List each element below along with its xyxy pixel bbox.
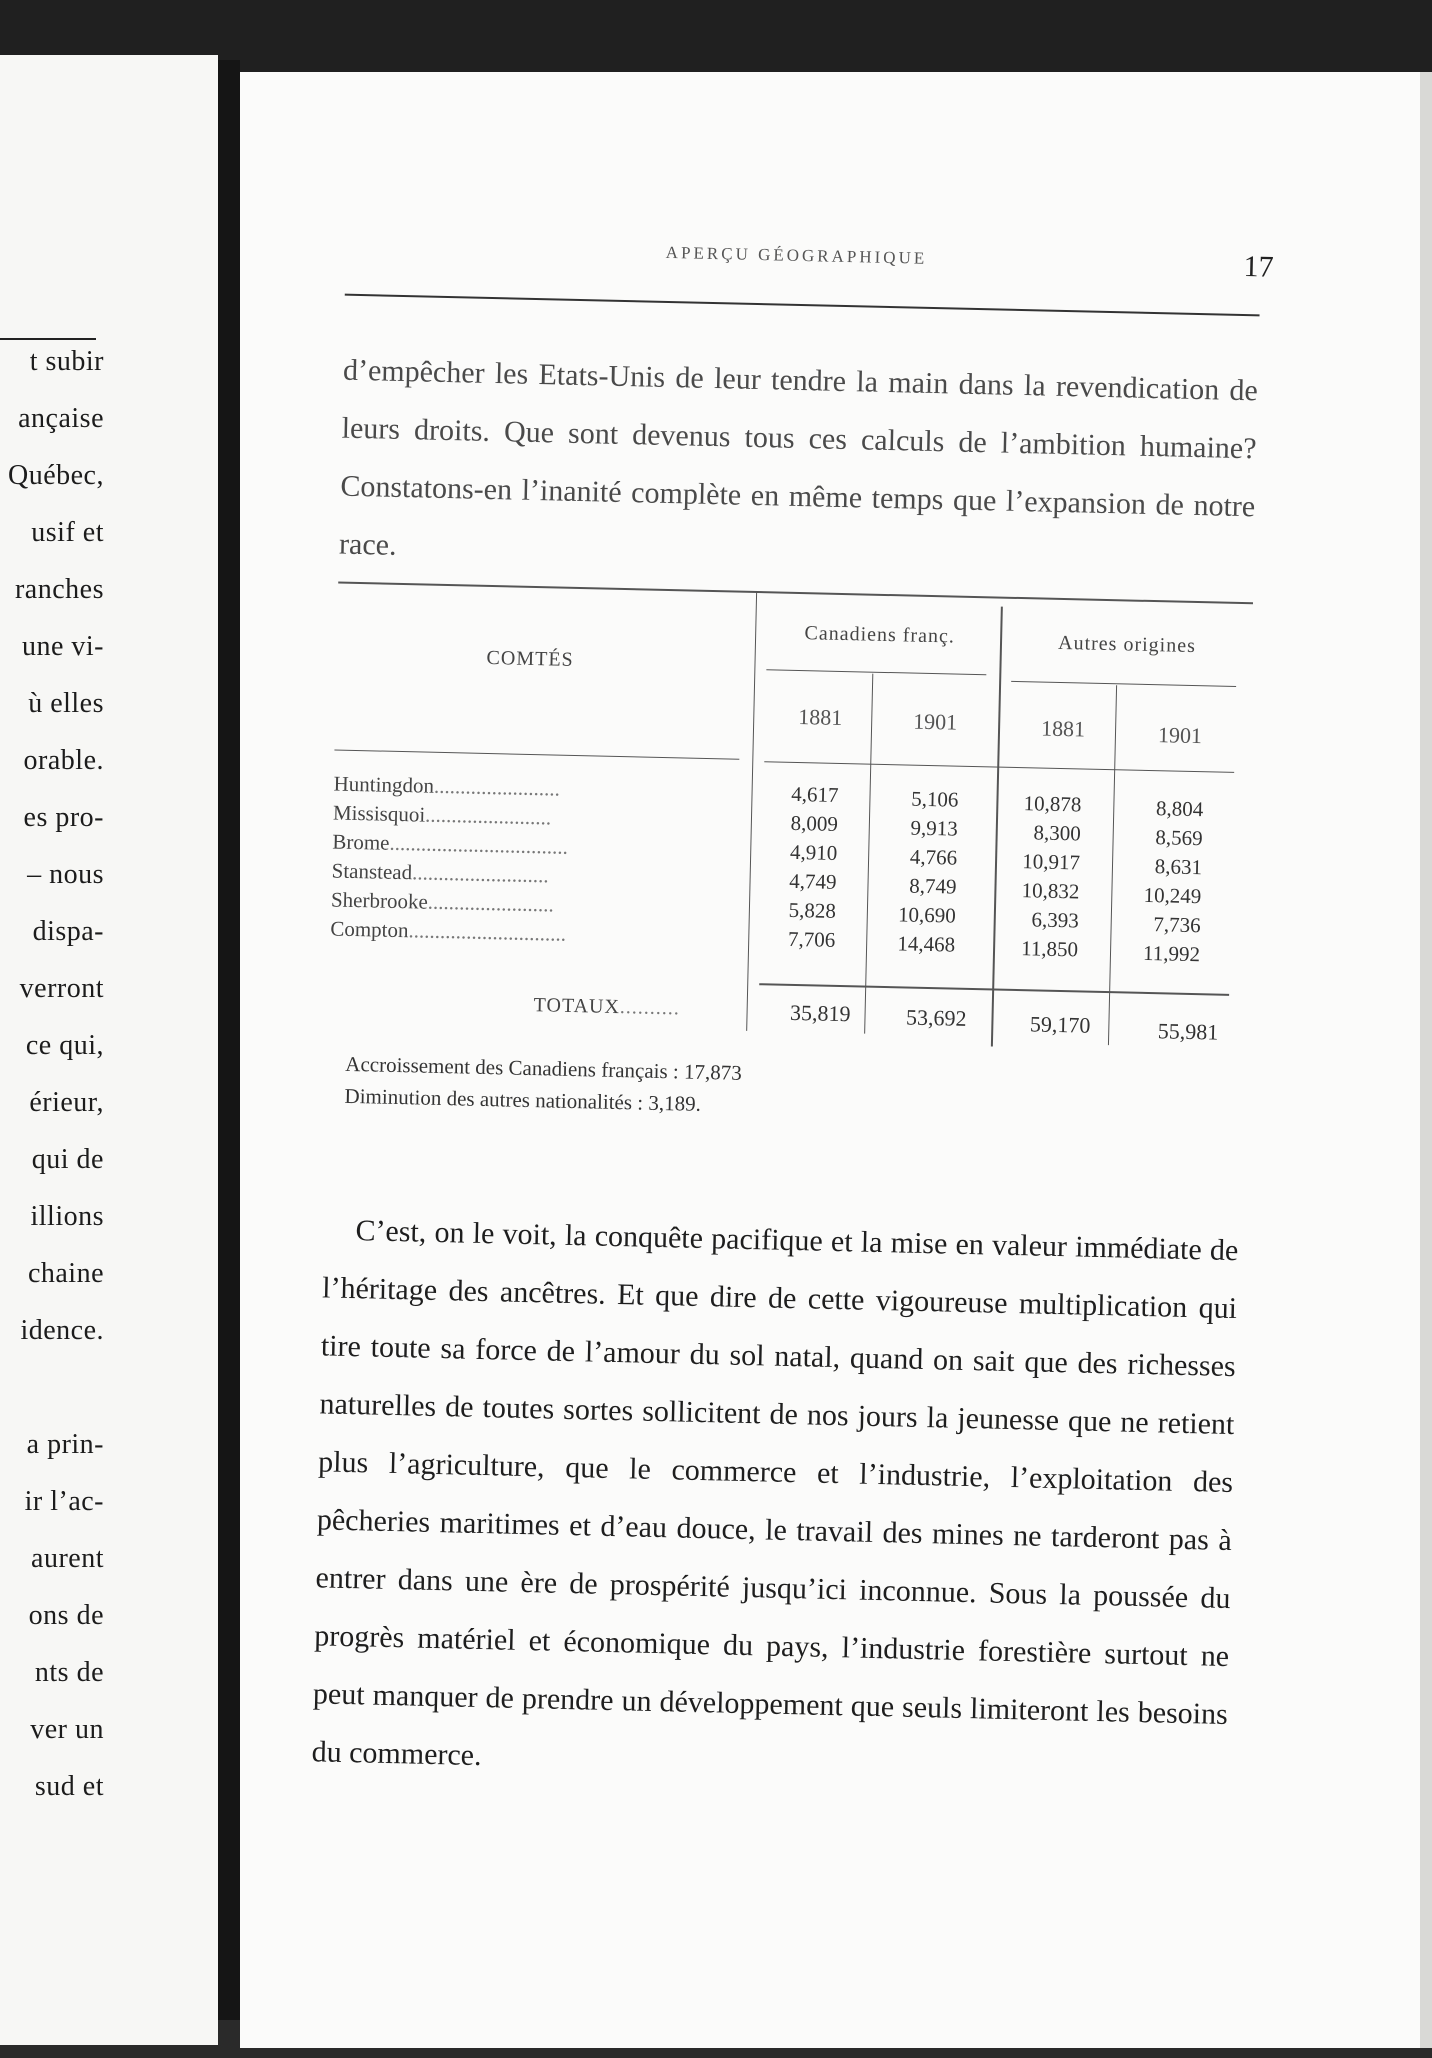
county-name: Stanstead..........................	[331, 858, 549, 888]
table-cell: 8,300	[1033, 820, 1082, 846]
county-name-text: Stanstead	[331, 858, 413, 885]
running-title: APERÇU GÉOGRAPHIQUE	[665, 242, 928, 268]
table-cell: 10,917	[1022, 849, 1081, 875]
left-page-line: es pro-	[23, 802, 104, 833]
group-header-french-canadians: Canadiens franç.	[804, 622, 956, 648]
left-page-line: – nous	[27, 859, 104, 890]
page-number: 17	[1243, 250, 1275, 284]
col-header-counties: COMTÉS	[486, 646, 574, 671]
left-page	[0, 55, 218, 2045]
left-page-line: idence.	[20, 1315, 104, 1346]
table-cell: 8,804	[1155, 796, 1204, 822]
table-cell: 10,878	[1023, 791, 1082, 817]
left-page-line: Québec,	[7, 460, 104, 491]
left-page-line: orable.	[23, 745, 104, 776]
county-name: Missisquoi........................	[332, 800, 552, 830]
table-cell: 8,631	[1154, 854, 1203, 880]
paragraph-1	[338, 342, 1258, 595]
total-value: 55,981	[1157, 1018, 1219, 1045]
paragraph-2-text: C’est, on le voit, la conquête pacifique et la mise en valeur immédiate de l’héritage des ancêtres. Et que dire de cette vigoureuse multiplication qui tire toute sa force de l’amour du sol natal, quand on sait que des richesses naturelles de toutes sortes sollicitent de nos jours la jeunesse que ne retient plus l’agriculture, que le commerce et l’industrie, l’exploitation des pêcheries maritimes et d’eau douce, le travail des mines ne tarderont pas à entrer dans une ère de prospérité jusqu’ici inconnue. Sous la poussée du progrès matériel et économique du pays, l’industrie forestière surtout ne peut manquer de prendre un développement que seuls limiteront les besoins du commerce.	[311, 1214, 1239, 1773]
left-page-line: illions	[30, 1201, 104, 1232]
table-cell: 9,913	[910, 815, 959, 841]
county-name-text: Sherbrooke	[330, 887, 429, 914]
page-content	[305, 62, 1278, 2058]
header-bottom-rule-left	[334, 749, 739, 759]
left-page-line: érieur,	[29, 1087, 104, 1118]
table-cell: 4,617	[791, 781, 839, 807]
note-increase: Accroissement des Canadiens français : 17,873	[345, 1051, 743, 1085]
group-header-other-origins: Autres origines	[1057, 631, 1197, 658]
year-header: 1901	[912, 708, 958, 735]
left-page-rule	[0, 338, 96, 340]
left-page-line: verront	[19, 973, 104, 1004]
left-page-line: ons de	[28, 1600, 104, 1631]
left-page-line: a prin-	[26, 1429, 104, 1460]
left-page-line: dispa-	[32, 916, 104, 947]
totals-label: TOTAUX..........	[533, 994, 681, 1020]
table-cell: 7,706	[787, 926, 836, 952]
left-page-line: chaine	[27, 1258, 104, 1289]
paragraph-1-text: d’empêcher les Etats-Unis de leur tendre la main dans la revendication de leurs droits. Que sont devenus tous ces calculs de l’ambition humaine? Constatons-en l’inanité complète en même temps que l’expansion de notre race.	[338, 353, 1259, 562]
table-cell: 6,393	[1031, 907, 1080, 933]
left-page-line: ù elles	[28, 688, 104, 719]
total-value: 59,170	[1029, 1011, 1091, 1038]
book-gutter	[218, 60, 240, 2020]
table-cell: 4,749	[789, 868, 837, 894]
left-page-line: aurent	[31, 1543, 104, 1574]
total-value: 35,819	[789, 999, 851, 1027]
county-name: Sherbrooke........................	[330, 887, 555, 917]
table-cell: 11,850	[1020, 936, 1079, 962]
table-cell: 11,992	[1142, 940, 1201, 967]
table-cell: 7,736	[1153, 912, 1201, 938]
table-cell: 4,910	[789, 839, 838, 865]
year-header: 1901	[1157, 722, 1203, 749]
table-cell: 10,249	[1143, 882, 1202, 909]
table-cell: 10,832	[1021, 878, 1080, 904]
left-page-line: nts de	[34, 1657, 104, 1688]
left-page-line: sud et	[34, 1771, 104, 1802]
left-page-line: qui de	[31, 1144, 104, 1175]
group1-rule	[766, 669, 986, 675]
table-cell: 4,766	[909, 844, 958, 870]
table-cell: 8,749	[908, 873, 957, 899]
table-cell: 8,009	[790, 810, 839, 836]
right-page	[240, 72, 1432, 2048]
county-name: Compton..............................	[330, 916, 567, 946]
left-page-line: usif et	[31, 517, 104, 548]
group2-rule	[1011, 681, 1236, 687]
left-page-line: ce qui,	[25, 1030, 104, 1061]
county-name-text: Huntingdon	[333, 771, 435, 798]
table-cell: 10,690	[897, 902, 957, 928]
left-page-line: t subir	[29, 346, 104, 377]
table-cell: 14,468	[897, 931, 956, 957]
note-decrease: Diminution des autres nationalités : 3,189.	[344, 1083, 702, 1116]
county-name-text: Brome	[332, 829, 390, 855]
page-edge	[1420, 72, 1432, 2048]
left-page-line: une vi-	[21, 631, 104, 662]
county-population-table	[325, 582, 1253, 1173]
total-value: 53,692	[905, 1004, 967, 1031]
year-header: 1881	[798, 704, 843, 731]
table-cell: 5,828	[788, 897, 837, 923]
page-header	[345, 230, 1274, 291]
left-page-line: ançaise	[18, 403, 104, 434]
left-page-line: ver un	[30, 1714, 104, 1745]
paragraph-2	[311, 1201, 1239, 1802]
county-name-text: Compton	[330, 916, 409, 943]
totals-label-text: TOTAUX	[533, 994, 621, 1019]
county-name: Brome..................................	[332, 829, 569, 859]
left-page-line: ranches	[14, 574, 104, 605]
table-cell: 5,106	[910, 786, 959, 812]
header-rule	[345, 294, 1260, 317]
table-cell: 8,569	[1155, 825, 1203, 851]
year-divider-1	[864, 674, 873, 1034]
left-page-line: ir l’ac-	[24, 1486, 104, 1517]
col-divider-1	[746, 591, 757, 1031]
county-name-text: Missisquoi	[332, 800, 426, 827]
county-name: Huntingdon........................	[333, 771, 561, 801]
year-header: 1881	[1040, 715, 1086, 742]
